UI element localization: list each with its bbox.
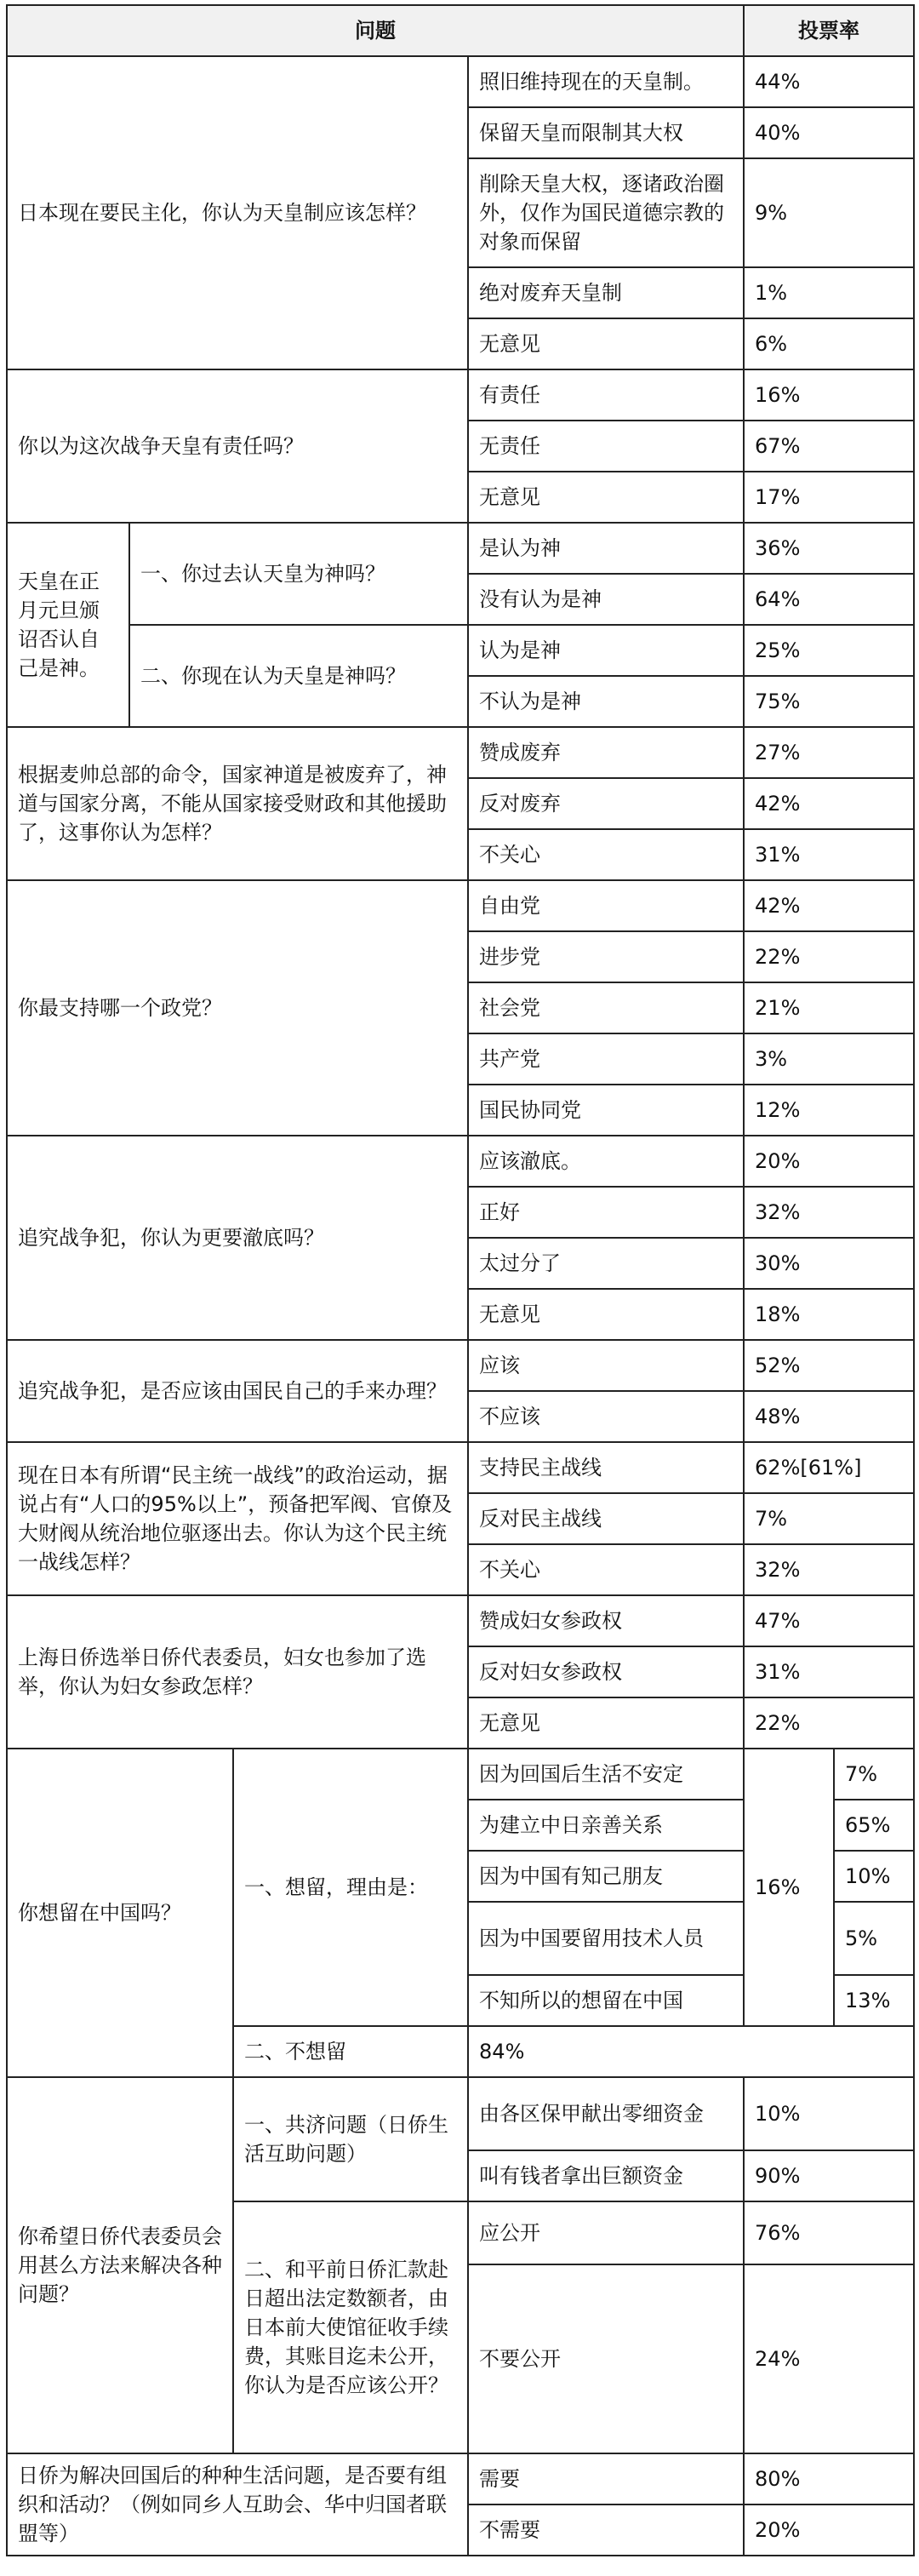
rate-cell: 44% (744, 56, 914, 107)
subquestion-cell: 二、和平前日侨汇款赴日超出法定数额者，由日本前大使馆征收手续费，其账目迄未公开，你认为是否应该公开？ (233, 2201, 468, 2453)
rate-cell: 22% (744, 931, 914, 982)
table-row (7, 880, 914, 931)
table-row (7, 1595, 914, 1646)
option-cell: 反对民主战线 (468, 1493, 744, 1544)
option-cell: 由各区保甲献出零细资金 (468, 2077, 744, 2150)
option-cell: 不要公开 (468, 2264, 744, 2453)
rate-cell: 75% (744, 676, 914, 727)
subquestion-cell: 二、你现在认为天皇是神吗？ (129, 625, 468, 727)
question-header: 问题 (7, 5, 744, 56)
rate-cell: 80% (744, 2453, 914, 2504)
option-cell: 削除天皇大权，逐诸政治圈外，仅作为国民道德宗教的对象而保留 (468, 158, 744, 267)
table-row (7, 2453, 914, 2504)
rate-cell: 52% (744, 1340, 914, 1391)
option-cell: 无责任 (468, 421, 744, 472)
rate-cell: 76% (744, 2201, 914, 2264)
question-cell: 现在日本有所谓“民主统一战线”的政治运动，据说占有“人口的95%以上”，预备把军阀、官僚及大财阀从统治地位驱逐出去。你认为这个民主统一战线怎样？ (7, 1442, 468, 1595)
rate-cell: 48% (744, 1391, 914, 1442)
option-cell: 太过分了 (468, 1238, 744, 1289)
table-row (7, 1749, 914, 1800)
question-cell: 天皇在正月元旦颁诏否认自己是神。 (7, 523, 129, 727)
question-cell: 追究战争犯，你认为更要澈底吗？ (7, 1136, 468, 1340)
rate-cell: 84% (468, 2026, 914, 2077)
rate-cell: 62%[61%] (744, 1442, 914, 1493)
rate-cell: 32% (744, 1187, 914, 1238)
rate-cell: 10% (834, 1851, 914, 1902)
rate-cell: 16% (744, 369, 914, 421)
subquestion-cell: 一、想留，理由是： (233, 1749, 468, 2026)
question-cell: 你以为这次战争天皇有责任吗？ (7, 369, 468, 523)
option-cell: 认为是神 (468, 625, 744, 676)
rate-cell: 7% (834, 1749, 914, 1800)
question-cell: 你最支持哪一个政党？ (7, 880, 468, 1136)
option-cell: 保留天皇而限制其大权 (468, 107, 744, 158)
rate-cell: 30% (744, 1238, 914, 1289)
option-cell: 叫有钱者拿出巨额资金 (468, 2150, 744, 2201)
rate-cell: 42% (744, 778, 914, 829)
option-cell: 需要 (468, 2453, 744, 2504)
rate-cell: 17% (744, 472, 914, 523)
rate-cell: 31% (744, 829, 914, 880)
option-cell: 反对废弃 (468, 778, 744, 829)
option-cell: 应公开 (468, 2201, 744, 2264)
option-cell: 进步党 (468, 931, 744, 982)
option-cell: 赞成妇女参政权 (468, 1595, 744, 1646)
rate-cell: 32% (744, 1544, 914, 1595)
question-cell: 日本现在要民主化，你认为天皇制应该怎样？ (7, 56, 468, 369)
question-cell: 追究战争犯，是否应该由国民自己的手来办理？ (7, 1340, 468, 1442)
table-row (7, 56, 914, 107)
rate-cell: 5% (834, 1902, 914, 1975)
option-cell: 为建立中日亲善关系 (468, 1800, 744, 1851)
rate-cell: 27% (744, 727, 914, 778)
option-cell: 正好 (468, 1187, 744, 1238)
table-row (7, 625, 914, 676)
rate-cell: 12% (744, 1085, 914, 1136)
option-cell: 照旧维持现在的天皇制。 (468, 56, 744, 107)
rate-cell: 20% (744, 1136, 914, 1187)
rate-cell: 13% (834, 1975, 914, 2026)
rate-cell: 31% (744, 1646, 914, 1697)
option-cell: 因为中国要留用技术人员 (468, 1902, 744, 1975)
option-cell: 没有认为是神 (468, 574, 744, 625)
option-cell: 自由党 (468, 880, 744, 931)
rate-cell: 67% (744, 421, 914, 472)
rate-cell: 40% (744, 107, 914, 158)
question-cell: 你希望日侨代表委员会用甚么方法来解决各种问题？ (7, 2077, 233, 2453)
option-cell: 国民协同党 (468, 1085, 744, 1136)
option-cell: 绝对废弃天皇制 (468, 267, 744, 318)
subquestion-cell: 一、共济问题（日侨生活互助问题） (233, 2077, 468, 2201)
table-row (7, 369, 914, 421)
option-cell: 因为中国有知己朋友 (468, 1851, 744, 1902)
option-cell: 共产党 (468, 1033, 744, 1085)
option-cell: 不知所以的想留在中国 (468, 1975, 744, 2026)
poll-table-body (6, 55, 915, 2556)
option-cell: 是认为神 (468, 523, 744, 574)
subquestion-cell: 一、你过去认天皇为神吗？ (129, 523, 468, 625)
option-cell: 不认为是神 (468, 676, 744, 727)
option-cell: 应该澈底。 (468, 1136, 744, 1187)
rate-cell: 47% (744, 1595, 914, 1646)
table-row (7, 523, 914, 574)
rate-header: 投票率 (744, 5, 914, 56)
option-cell: 不关心 (468, 1544, 744, 1595)
table-row (7, 1136, 914, 1187)
table-row (7, 727, 914, 778)
poll-table (6, 4, 915, 57)
option-cell: 无意见 (468, 1697, 744, 1749)
poll-table-wrapper (6, 4, 915, 2556)
question-cell: 上海日侨选举日侨代表委员，妇女也参加了选举，你认为妇女参政怎样？ (7, 1595, 468, 1749)
question-cell: 你想留在中国吗？ (7, 1749, 233, 2077)
rate-cell: 90% (744, 2150, 914, 2201)
option-cell: 不需要 (468, 2504, 744, 2556)
header-row (7, 5, 914, 56)
option-cell: 因为回国后生活不安定 (468, 1749, 744, 1800)
option-cell: 社会党 (468, 982, 744, 1033)
rate-cell: 18% (744, 1289, 914, 1340)
option-cell: 无意见 (468, 318, 744, 369)
rate-cell: 22% (744, 1697, 914, 1749)
question-cell: 日侨为解决回国后的种种生活问题，是否要有组织和活动？（例如同乡人互助会、华中归国者联盟等） (7, 2453, 468, 2556)
rate-cell: 25% (744, 625, 914, 676)
rate-cell: 1% (744, 267, 914, 318)
rate-cell: 21% (744, 982, 914, 1033)
rate-cell: 36% (744, 523, 914, 574)
question-cell: 根据麦帅总部的命令，国家神道是被废弃了，神道与国家分离，不能从国家接受财政和其他援助了，这事你认为怎样？ (7, 727, 468, 880)
rate-cell: 6% (744, 318, 914, 369)
option-cell: 反对妇女参政权 (468, 1646, 744, 1697)
table-row (7, 1442, 914, 1493)
rate-cell: 10% (744, 2077, 914, 2150)
option-cell: 不应该 (468, 1391, 744, 1442)
option-cell: 赞成废弃 (468, 727, 744, 778)
option-cell: 支持民主战线 (468, 1442, 744, 1493)
rate-cell: 42% (744, 880, 914, 931)
subquestion-cell: 二、不想留 (233, 2026, 468, 2077)
rate-cell: 16% (744, 1749, 834, 2026)
table-row (7, 1340, 914, 1391)
rate-cell: 7% (744, 1493, 914, 1544)
rate-cell: 65% (834, 1800, 914, 1851)
option-cell: 无意见 (468, 472, 744, 523)
rate-cell: 9% (744, 158, 914, 267)
rate-cell: 20% (744, 2504, 914, 2556)
rate-cell: 64% (744, 574, 914, 625)
option-cell: 有责任 (468, 369, 744, 421)
option-cell: 应该 (468, 1340, 744, 1391)
option-cell: 无意见 (468, 1289, 744, 1340)
table-row (7, 2077, 914, 2150)
rate-cell: 24% (744, 2264, 914, 2453)
option-cell: 不关心 (468, 829, 744, 880)
rate-cell: 3% (744, 1033, 914, 1085)
